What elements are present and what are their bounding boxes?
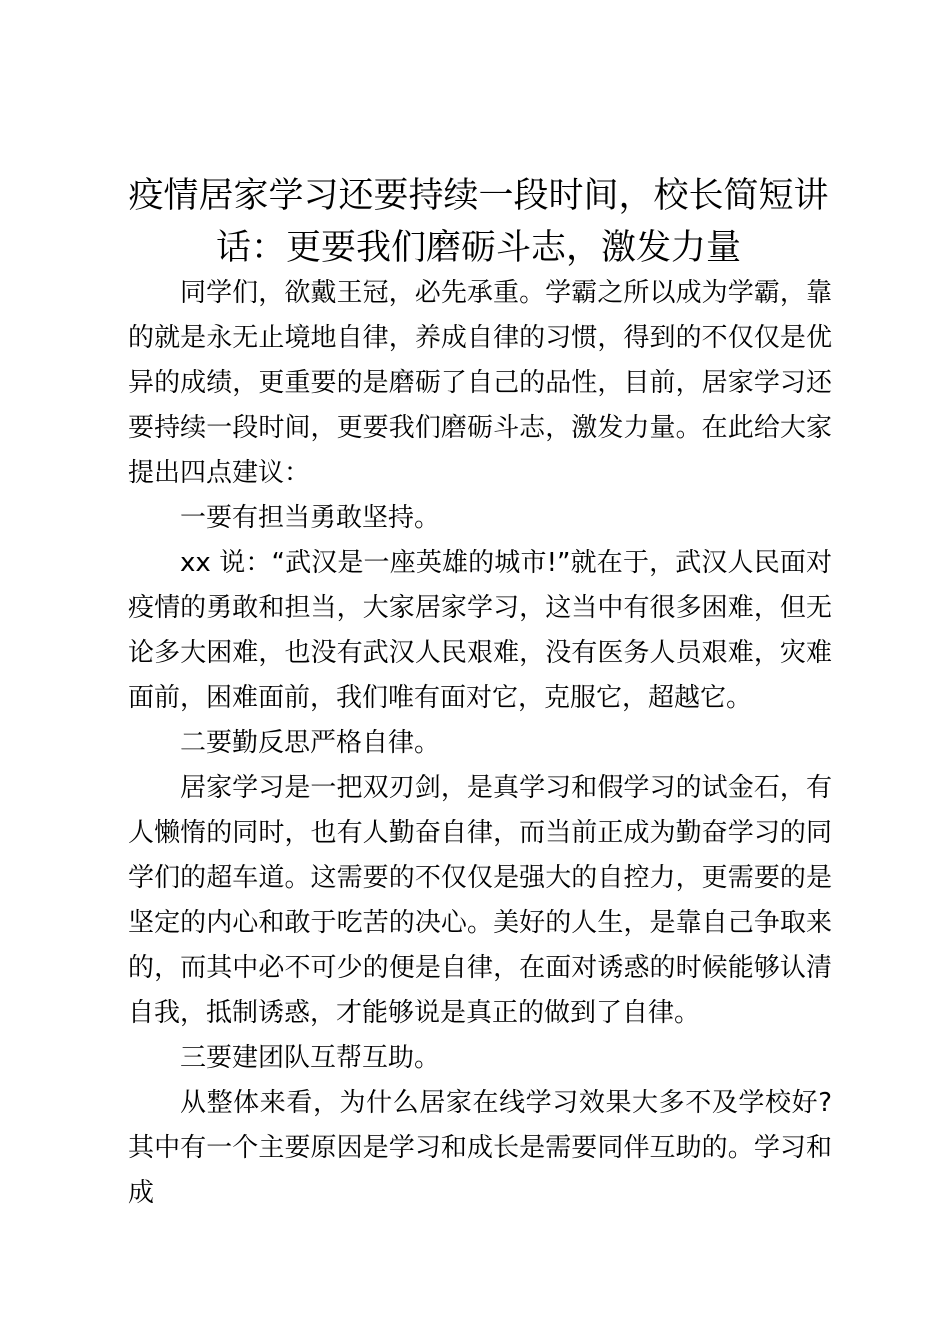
heading-point-two: 二要勤反思严格自律。 [180,728,441,758]
document-body [128,271,832,1216]
paragraph-intro: 同学们，欲戴王冠，必先承重。学霸之所以成为学霸，靠的就是永无止境地自律，养成自律的习惯，得到的不仅仅是优异的成绩，更重要的是磨砺了自己的品性，目前，居家学习还要持续一段时间，更要我们磨砺斗志，激发力量。在此给大家提出四点建议： [128,278,832,488]
heading-point-one: 一要有担当勇敢坚持。 [180,503,441,533]
paragraph-point-one: xx 说：“武汉是一座英雄的城市!”就在于，武汉人民面对疫情的勇敢和担当，大家居家学习，这当中有很多困难，但无论多大困难，也没有武汉人民艰难，没有医务人员艰难，灾难面前，困难面前，我们唯有面对它，克服它，超越它。 [128,548,832,713]
document-title: 疫情居家学习还要持续一段时间，校长简短讲话：更要我们磨砺斗志，激发力量 [128,176,829,268]
paragraph-point-three: 从整体来看，为什么居家在线学习效果大多不及学校好?其中有一个主要原因是学习和成长是需要同伴互助的。学习和成 [128,1088,832,1208]
heading-point-three: 三要建团队互帮互助。 [180,1043,441,1073]
paragraph-point-two: 居家学习是一把双刃剑，是真学习和假学习的试金石，有人懒惰的同时，也有人勤奋自律，而当前正成为勤奋学习的同学们的超车道。这需要的不仅仅是强大的自控力，更需要的是坚定的内心和敢于吃苦的决心。美好的人生，是靠自己争取来的，而其中必不可少的便是自律，在面对诱惑的时候能够认清自我，抵制诱惑，才能够说是真正的做到了自律。 [128,773,832,1028]
